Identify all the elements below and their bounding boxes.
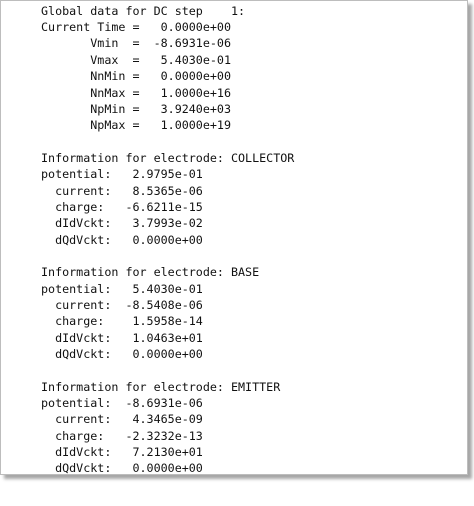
current-time-line: Current Time = 0.0000e+00	[41, 20, 231, 34]
collector-dqdvckt-line: dQdVckt: 0.0000e+00	[41, 233, 203, 247]
nnmax-line: NnMax = 1.0000e+16	[41, 86, 231, 100]
collector-potential-line: potential: 2.9795e-01	[41, 167, 203, 181]
vmin-line: Vmin = -8.6931e-06	[41, 36, 231, 50]
collector-charge-line: charge: -6.6211e-15	[41, 200, 203, 214]
emitter-dqdvckt-line: dQdVckt: 0.0000e+00	[41, 461, 203, 475]
emitter-header: Information for electrode: EMITTER	[41, 380, 281, 394]
collector-current-line: current: 8.5365e-06	[41, 184, 203, 198]
emitter-charge-line: charge: -2.3232e-13	[41, 429, 203, 443]
base-header: Information for electrode: BASE	[41, 265, 260, 279]
console-text	[1, 1, 295, 506]
collector-didvckt-line: dIdVckt: 3.7993e-02	[41, 216, 203, 230]
base-current-line: current: -8.5408e-06	[41, 298, 203, 312]
base-dqdvckt-line: dQdVckt: 0.0000e+00	[41, 347, 203, 361]
emitter-potential-line: potential: -8.6931e-06	[41, 396, 203, 410]
emitter-didvckt-line: dIdVckt: 7.2130e+01	[41, 445, 203, 459]
base-didvckt-line: dIdVckt: 1.0463e+01	[41, 331, 203, 345]
global-data-header: Global data for DC step 1:	[41, 4, 246, 18]
base-potential-line: potential: 5.4030e-01	[41, 282, 203, 296]
vmax-line: Vmax = 5.4030e-01	[41, 53, 231, 67]
npmax-line: NpMax = 1.0000e+19	[41, 118, 231, 132]
npmin-line: NpMin = 3.9240e+03	[41, 102, 231, 116]
emitter-current-line: current: 4.3465e-09	[41, 412, 203, 426]
base-charge-line: charge: 1.5958e-14	[41, 314, 203, 328]
collector-header: Information for electrode: COLLECTOR	[41, 151, 295, 165]
nnmin-line: NnMin = 0.0000e+00	[41, 69, 231, 83]
